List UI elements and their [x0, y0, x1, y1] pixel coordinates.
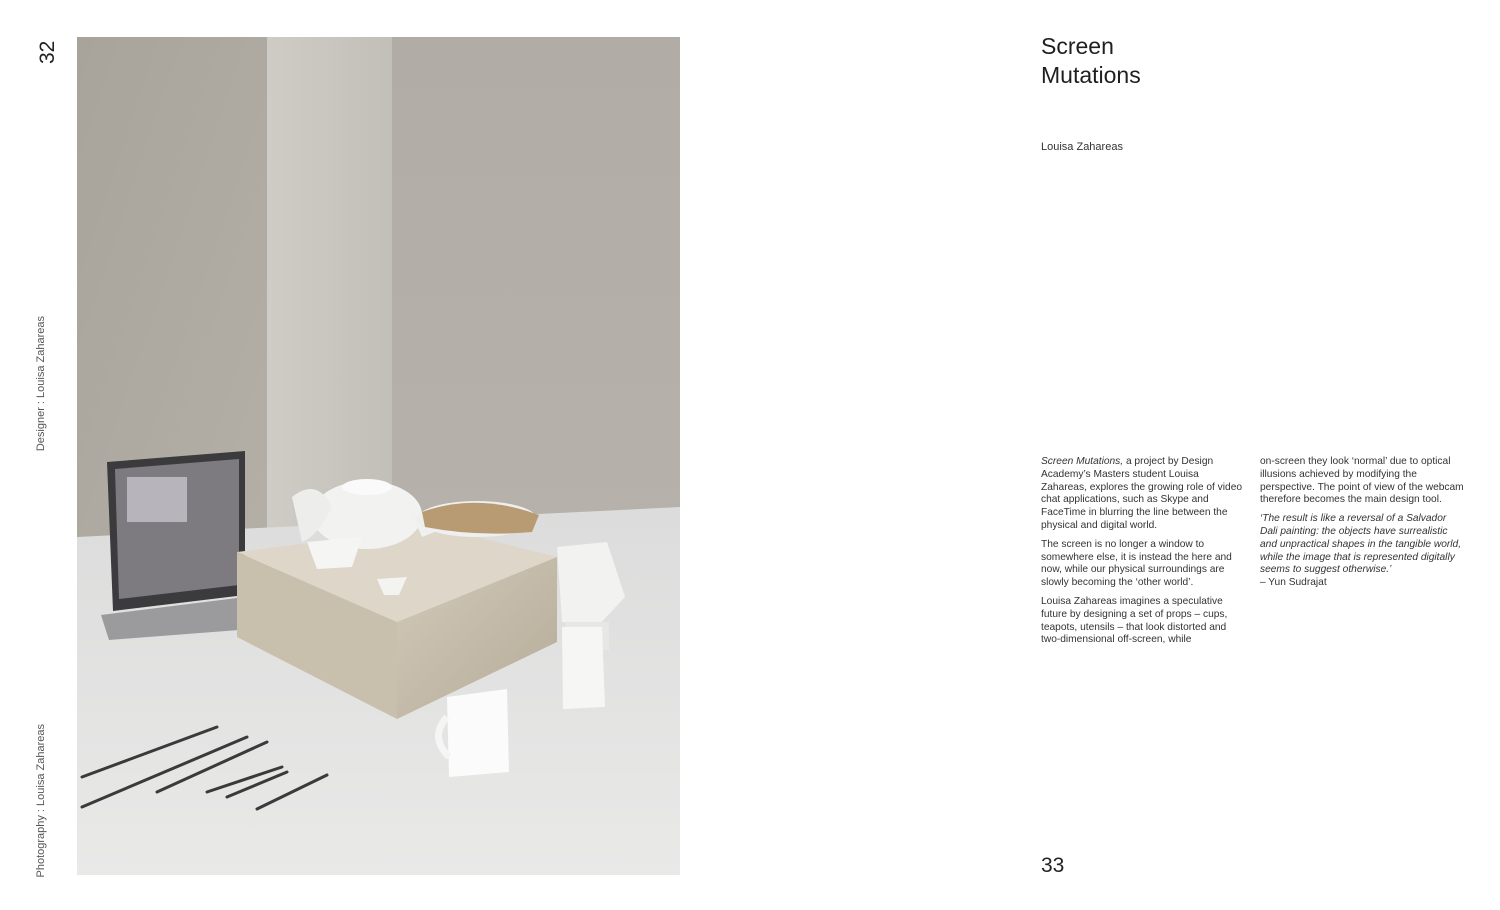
paragraph-1-text: a project by Design Academy’s Masters student Louisa Zahareas, explores the growing role of video chat applications, such as Skype and FaceTime in blurring the line between the physical and digital world.: [1041, 456, 1243, 531]
project-name-italic: Screen Mutations,: [1041, 456, 1124, 467]
designer-credit: Designer : Louisa Zahareas: [35, 316, 47, 452]
quote-author: – Yun Sudrajat: [1260, 577, 1327, 589]
page-number-right: 33: [1041, 854, 1065, 877]
article-title: [1041, 32, 1141, 90]
page-number-left: [34, 38, 62, 68]
paragraph-1: [1041, 456, 1246, 533]
page-number-left-text: 32: [36, 40, 59, 64]
paragraph-4: on-screen they look ‘normal’ due to optical illusions achieved by modifying the perspective. The point of view of the webcam therefore becomes the main design tool.: [1260, 456, 1464, 506]
quote: [1260, 513, 1465, 577]
title-line-2: Mutations: [1041, 62, 1141, 88]
paragraph-2: The screen is no longer a window to somewhere else, it is instead the here and now, while our physical surroundings are slowly becoming the ‘other world’.: [1041, 538, 1232, 589]
author-name: Louisa Zahareas: [1041, 141, 1123, 153]
body-column-1: [1041, 456, 1246, 653]
title-line-1: Screen: [1041, 33, 1114, 59]
paragraph-3: Louisa Zahareas imagines a speculative future by designing a set of props – cups, teapots, utensils – that look distorted and two-dimensional off-screen, while: [1041, 595, 1228, 646]
body-column-2: [1260, 456, 1465, 596]
quote-text: ‘The result is like a reversal of a Salvador Dali painting: the objects have surrealistic and unpractical shapes in the tangible world, while the image that is represented digitally seems to suggest otherwise.’: [1260, 513, 1462, 576]
product-photograph: [77, 37, 680, 875]
photography-credit: Photography : Louisa Zahareas: [35, 724, 47, 878]
